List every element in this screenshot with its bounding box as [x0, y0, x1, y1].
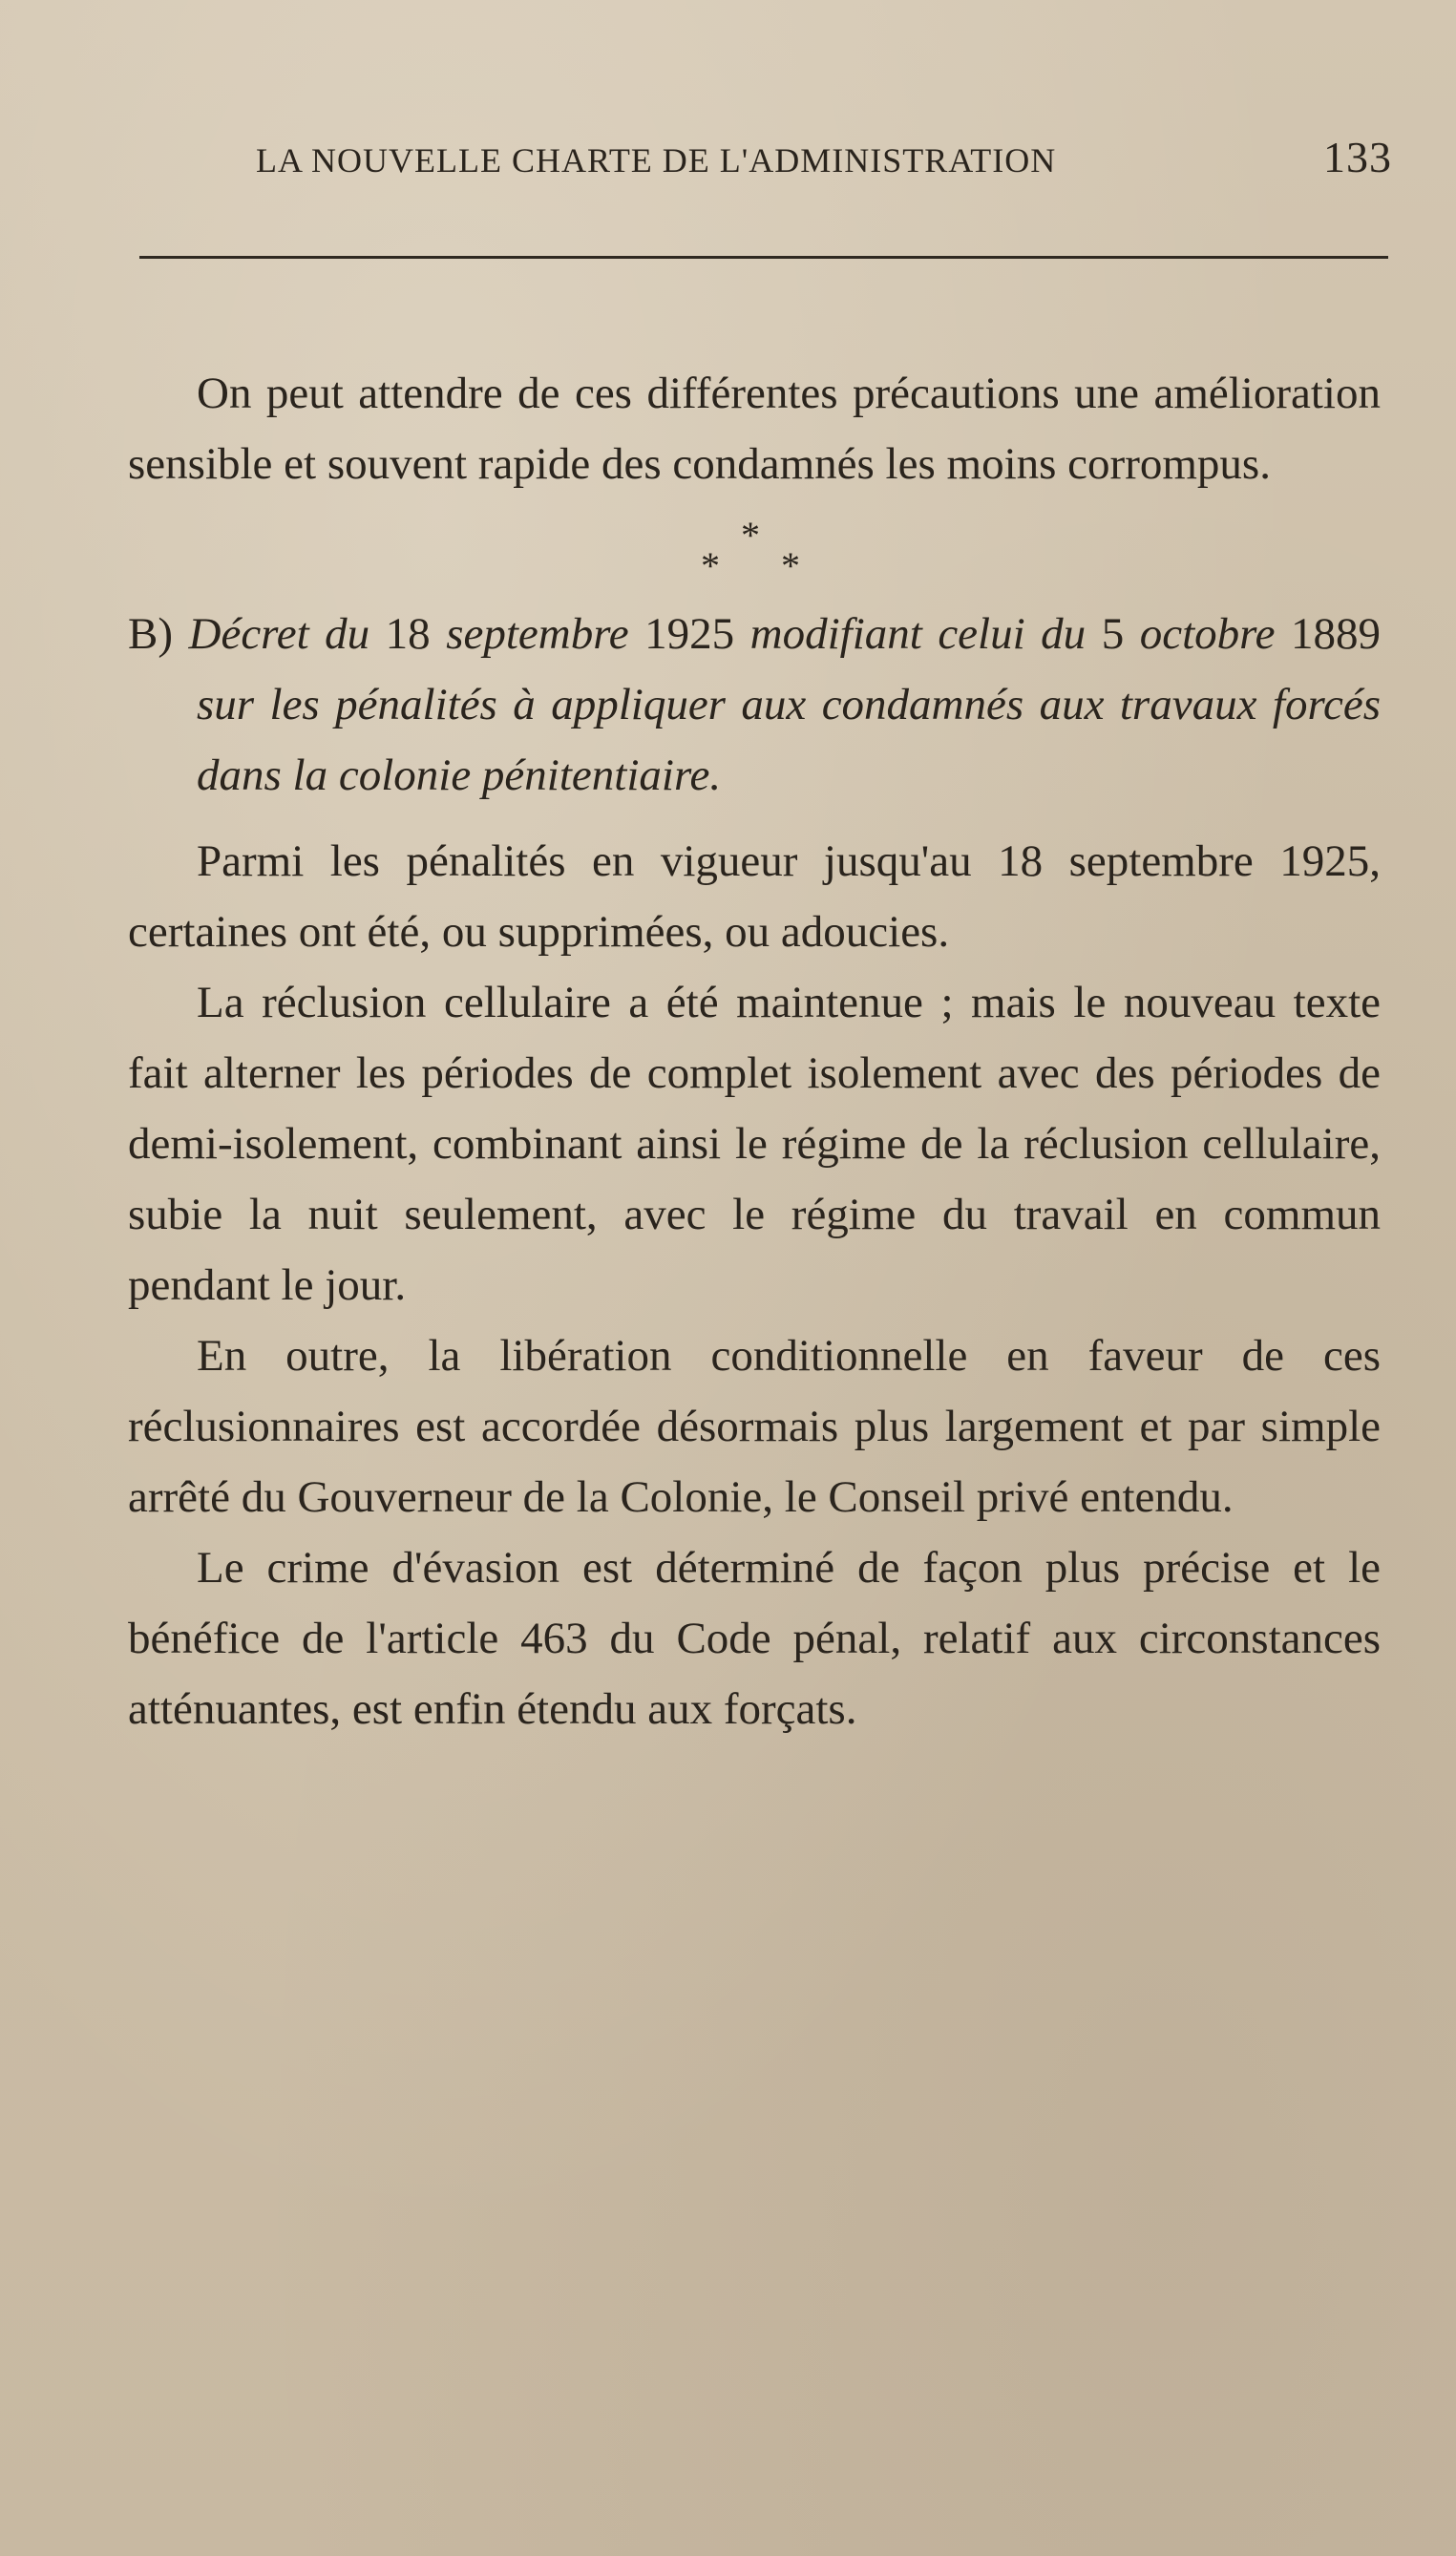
- running-head: [256, 132, 1392, 185]
- body-text: [128, 358, 1381, 1744]
- section-title-part: octobre: [1139, 609, 1276, 659]
- page-number: 133: [1323, 133, 1392, 181]
- header-rule: [139, 256, 1388, 259]
- paragraph-2: Parmi les pénalités en vigueur jusqu'au 18 septembre 1925, certaines ont été, ou supprimées, ou adoucies.: [128, 836, 1381, 957]
- section-title-part: septembre: [446, 609, 629, 659]
- paragraph-4: En outre, la libération conditionnelle en faveur de ces réclusionnaires est accordée désormais plus largement et par simple arrêté du Gouverneur de la Colonie, le Conseil privé entendu.: [128, 1331, 1381, 1522]
- section-title-part: Décret du: [188, 609, 370, 659]
- paragraph-5: Le crime d'évasion est déterminé de façon plus précise et le bénéfice de l'article 463 du Code pénal, relatif aux circonstances atténuantes, est enfin étendu aux forçats.: [128, 1543, 1381, 1734]
- running-title: LA NOUVELLE CHARTE DE L'ADMINISTRATION: [256, 141, 1057, 180]
- section-title-number: 5: [1101, 609, 1125, 659]
- paragraph-1: On peut attendre de ces différentes précautions une amélioration sensible et souvent rapide des condamnés les moins corrompus.: [128, 369, 1381, 489]
- section-title-part: modifiant celui du: [749, 609, 1087, 659]
- section-heading: [128, 599, 1381, 811]
- asterism: [128, 503, 1381, 599]
- section-title-number: 1889: [1291, 609, 1382, 659]
- section-label: B): [128, 609, 173, 659]
- section-title-number: 18: [385, 609, 431, 659]
- section-title-part: sur les pénalités à appliquer aux condamnés aux travaux forcés dans la colonie pénitentiaire.: [197, 680, 1381, 800]
- asterism-star-top: *: [741, 514, 760, 557]
- paragraph-3: La réclusion cellulaire a été maintenue ; mais le nouveau texte fait alterner les périodes de complet isolement avec des périodes de demi-isolement, combinant ainsi le régime de la réclusion cellulaire, subie la nuit seulement, avec le régime du travail en commun pendant le jour.: [128, 978, 1381, 1310]
- asterism-star-right: *: [781, 544, 800, 587]
- section-title-number: 1925: [644, 609, 735, 659]
- asterism-star-left: *: [701, 544, 720, 587]
